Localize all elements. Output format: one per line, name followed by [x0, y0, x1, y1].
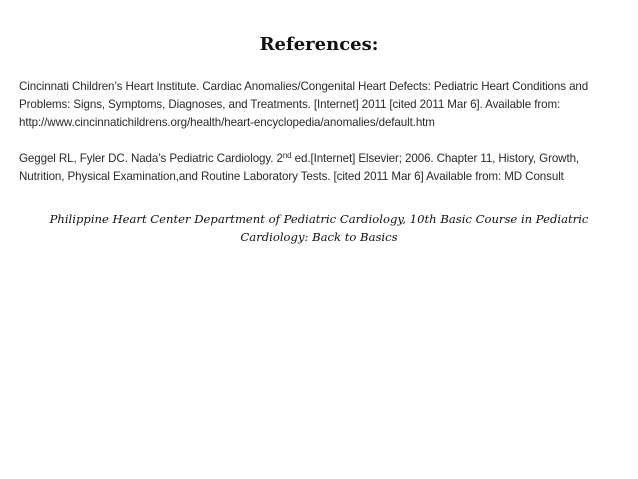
references-heading: References:	[259, 34, 379, 55]
reference-item-cincinnati	[19, 78, 627, 132]
source-note: Philippine Heart Center Department of Pediatric Cardiology, 10th Basic Course in Pediatric Cardiology: Back to Basics	[49, 212, 589, 244]
reference-text: Geggel RL, Fyler DC. Nada’s Pediatric Cardiology. 2	[19, 152, 283, 165]
reference-item-geggel	[19, 150, 627, 186]
reference-line	[19, 150, 627, 168]
ordinal-superscript: nd	[282, 151, 292, 160]
reference-line: Problems: Signs, Symptoms, Diagnoses, and Treatments. [Internet] 2011 [cited 2011 Mar 6]. Available from:	[19, 98, 561, 111]
reference-text: ed.[Internet] Elsevier; 2006. Chapter 11, History, Growth,	[291, 152, 580, 165]
reference-url: http://www.cincinnatichildrens.org/health/heart-encyclopedia/anomalies/default.htm	[19, 116, 435, 129]
reference-line: Cincinnati Children’s Heart Institute. Cardiac Anomalies/Congenital Heart Defects: Pediatric Heart Conditions and	[19, 80, 589, 93]
reference-line: Nutrition, Physical Examination,and Routine Laboratory Tests. [cited 2011 Mar 6] Available from: MD Consult	[19, 170, 564, 183]
